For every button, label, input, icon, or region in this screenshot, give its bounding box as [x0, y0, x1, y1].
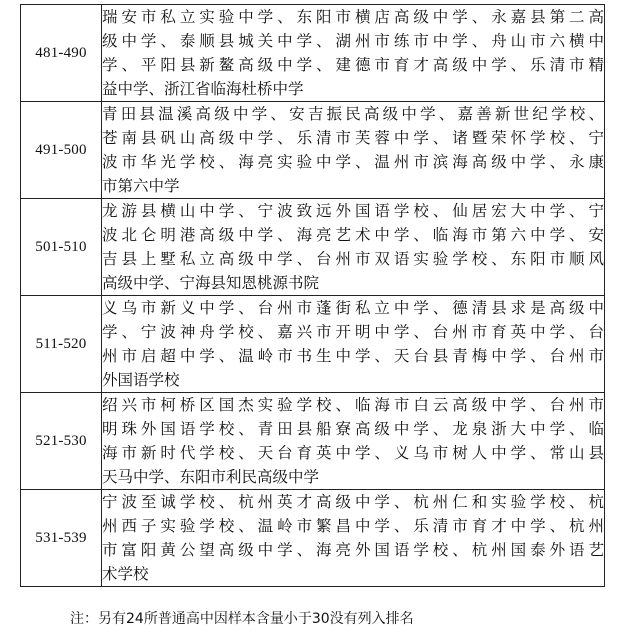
- school-list-cell: [102, 490, 605, 587]
- table-row: [21, 5, 605, 102]
- school-list-line: 苍南县矾山高级中学、乐清市芙蓉中学、诸暨荣怀学校、宁: [102, 129, 604, 147]
- school-list-line: 绍兴市柯桥区国杰实验学校、临海市白云高级中学、台州市: [102, 396, 604, 414]
- table-row: [21, 199, 605, 296]
- rank-range-cell: 531-539: [21, 490, 102, 587]
- ranking-table-body: [21, 5, 605, 587]
- rank-range-cell: 481-490: [21, 5, 102, 102]
- school-list-line: 波北仑明港高级中学、海亮艺术中学、临海市第六中学、安: [102, 226, 604, 244]
- rank-range-cell: 521-530: [21, 393, 102, 490]
- school-list-line: 波市华光学校、海亮实验中学、温州市滨海高级中学、永康: [102, 153, 604, 171]
- school-list-cell: [102, 5, 605, 102]
- school-list-line: 市富阳黄公望高级中学、海亮外国语学校、杭州国泰外语艺: [102, 541, 604, 559]
- school-list-line: 吉县上墅私立高级中学、台州市双语实验学校、东阳市顺风: [102, 250, 604, 268]
- school-list-line: 宁波至诚学校、杭州英才高级中学、杭州仁和实验学校、杭: [102, 493, 604, 511]
- school-list-line: 学、宁波神舟学校、嘉兴市开明中学、台州市育英中学、台: [102, 323, 604, 341]
- school-list-line: 龙游县横山中学、宁波致远外国语学校、仙居宏大中学、宁: [102, 202, 604, 220]
- ranking-table: [20, 4, 605, 587]
- school-list-line: 青田县温溪高级中学、安吉振民高级中学、嘉善新世纪学校、: [102, 105, 604, 123]
- school-list-cell: [102, 102, 605, 199]
- school-list-line: 益中学、浙江省临海杜桥中学: [102, 80, 304, 98]
- school-list-line: 海市新时代学校、天台育英中学、义乌市树人中学、常山县: [102, 444, 604, 462]
- school-list-cell: [102, 393, 605, 490]
- school-list-cell: [102, 296, 605, 393]
- rank-range-cell: 511-520: [21, 296, 102, 393]
- school-list-line: 明珠外国语学校、青田县船寮高级中学、龙泉浙大中学、临: [102, 420, 604, 438]
- table-row: [21, 393, 605, 490]
- school-list-line: 市第六中学: [102, 177, 180, 195]
- table-row: [21, 296, 605, 393]
- school-list-cell: [102, 199, 605, 296]
- rank-range-cell: 491-500: [21, 102, 102, 199]
- school-list-line: 州市启超中学、温岭市书生中学、天台县青梅中学、台州市: [102, 347, 604, 365]
- school-list-line: 级中学、泰顺县城关中学、湖州市练市中学、舟山市六横中: [102, 32, 604, 50]
- school-list-line: 瑞安市私立实验中学、东阳市横店高级中学、永嘉县第二高: [102, 8, 604, 26]
- footnote: 注：另有24所普通高中因样本含量小于30没有列入排名: [70, 611, 414, 627]
- school-list-line: 义乌市新义中学、台州市蓬街私立中学、德清县求是高级中: [102, 299, 604, 317]
- rank-range-cell: 501-510: [21, 199, 102, 296]
- school-list-line: 外国语学校: [102, 371, 180, 389]
- school-list-line: 高级中学、宁海县知恩桃源书院: [102, 274, 320, 292]
- table-row: [21, 102, 605, 199]
- school-list-line: 学、平阳县新鳌高级中学、建德市育才高级中学、乐清市精: [102, 56, 604, 74]
- school-list-line: 术学校: [102, 565, 149, 583]
- school-list-line: 天马中学、东阳市利民高级中学: [102, 468, 320, 486]
- school-list-line: 州西子实验学校、温岭市繁昌中学、乐清市育才中学、杭州: [102, 517, 604, 535]
- table-row: [21, 490, 605, 587]
